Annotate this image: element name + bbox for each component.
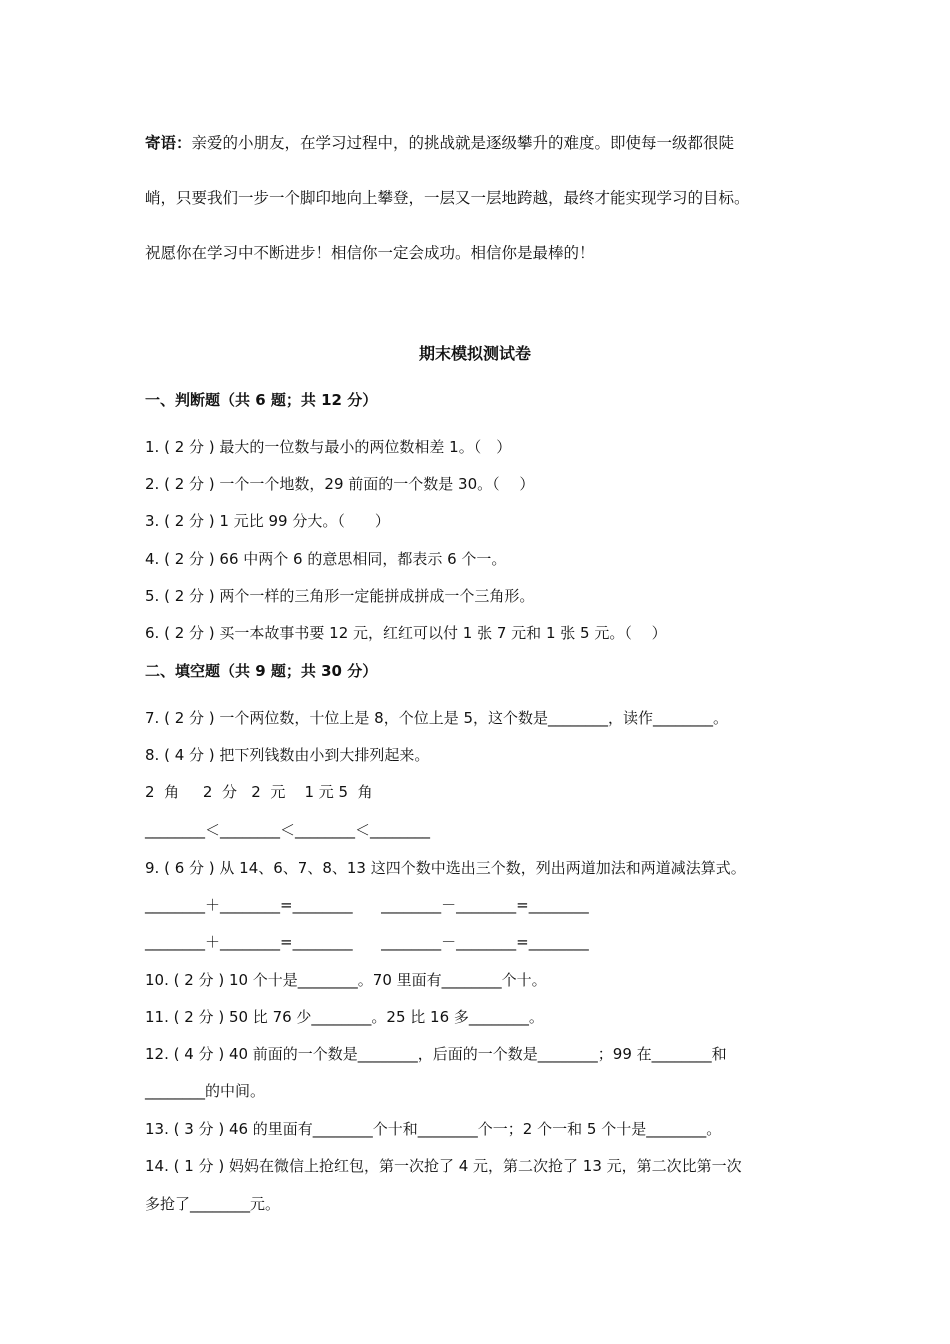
question-9-row-2: ________＋________=________ ________－________=________ [145, 933, 589, 951]
question-1: 1. ( 2 分 ) 最大的一位数与最小的两位数相差 1。（ ） [145, 438, 512, 456]
question-9-row-1: ________＋________=________ ________－________=________ [145, 896, 589, 914]
question-13: 13. ( 3 分 ) 46 的里面有________个十和________个一；2 个一和 5 个十是________。 [145, 1120, 722, 1138]
question-11: 11. ( 2 分 ) 50 比 76 少________。25 比 16 多________。 [145, 1008, 544, 1026]
question-6: 6. ( 2 分 ) 买一本故事书要 12 元，红红可以付 1 张 7 元和 1 张 5 元。（ ） [145, 624, 667, 642]
question-7: 7. ( 2 分 ) 一个两位数，十位上是 8，个位上是 5，这个数是________，读作________。 [145, 709, 729, 727]
exam-title: 期末模拟测试卷 [418, 344, 531, 363]
question-12-cont: ________的中间。 [145, 1082, 266, 1100]
question-2: 2. ( 2 分 ) 一个一个地数，29 前面的一个数是 30。（ ） [145, 475, 535, 493]
section-1-heading: 一、判断题（共 6 题；共 12 分） [145, 391, 378, 409]
message-label: 寄语： [145, 134, 192, 152]
question-4: 4. ( 2 分 ) 66 中两个 6 的意思相同，都表示 6 个一。 [145, 550, 507, 568]
question-10: 10. ( 2 分 ) 10 个十是________。70 里面有________个十。 [145, 971, 547, 989]
message-line-2: 峭，只要我们一步一个脚印地向上攀登，一层又一层地跨越，最终才能实现学习的目标。 [145, 189, 750, 207]
message-line-3: 祝愿你在学习中不断进步！相信你一定会成功。相信你是最棒的！ [145, 244, 595, 262]
question-8-amounts: 2 角 2 分 2 元 1 元 5 角 [145, 783, 373, 801]
question-3: 3. ( 2 分 ) 1 元比 99 分大。（ ） [145, 512, 390, 530]
section-2-heading: 二、填空题（共 9 题；共 30 分） [145, 662, 378, 680]
question-8-blanks: ________＜________＜________＜________ [145, 821, 431, 839]
question-12: 12. ( 4 分 ) 40 前面的一个数是________，后面的一个数是________；99 在________和 [145, 1045, 727, 1063]
question-9: 9. ( 6 分 ) 从 14、6、7、8、13 这四个数中选出三个数，列出两道加法和两道减法算式。 [145, 859, 746, 877]
question-8: 8. ( 4 分 ) 把下列钱数由小到大排列起来。 [145, 746, 430, 764]
question-14: 14. ( 1 分 ) 妈妈在微信上抢红包，第一次抢了 4 元，第二次抢了 13 元，第二次比第一次 [145, 1157, 742, 1175]
question-14-cont: 多抢了________元。 [145, 1195, 281, 1213]
question-5: 5. ( 2 分 ) 两个一样的三角形一定能拼成拼成一个三角形。 [145, 587, 535, 605]
message-line-1 [145, 132, 734, 154]
message-text-1: 亲爱的小朋友，在学习过程中，的挑战就是逐级攀升的难度。即使每一级都很陡 [191, 134, 735, 152]
